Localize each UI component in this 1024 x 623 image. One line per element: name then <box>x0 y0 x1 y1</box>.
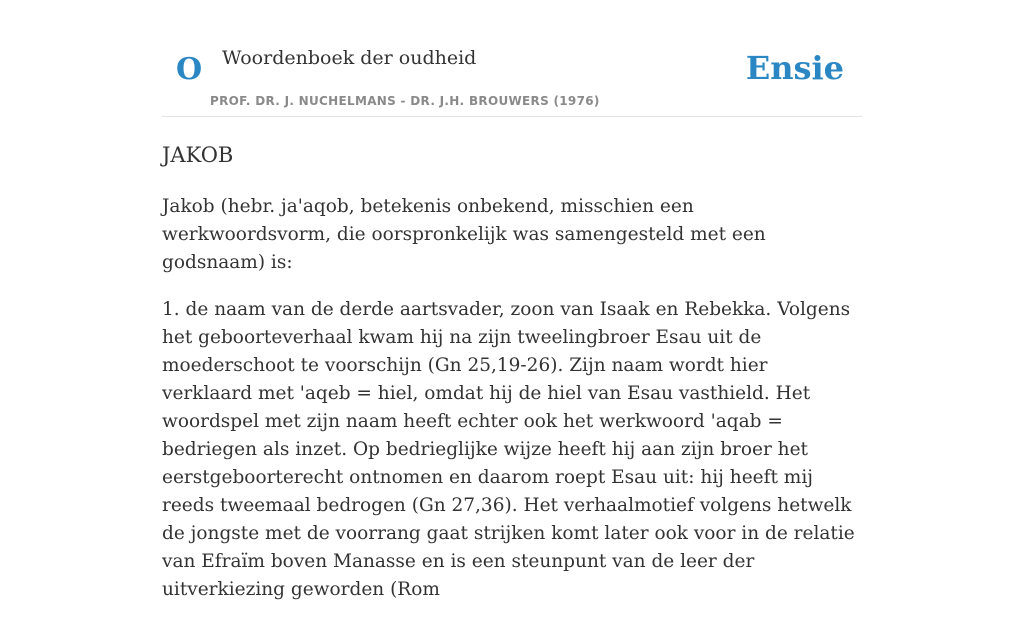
brand-logo[interactable]: Ensie <box>745 49 844 87</box>
article <box>162 138 862 623</box>
book-authors: PROF. DR. J. NUCHELMANS - DR. J.H. BROUWERS (1976) <box>210 94 600 108</box>
book-title[interactable]: Woordenboek der oudheid <box>222 47 477 69</box>
entry-title: JAKOB <box>162 143 234 167</box>
article-paragraph: Jakob (hebr. ja'aqob, betekenis onbekend, misschien een werkwoordsvorm, die oorspronkelijk was samengesteld met een godsnaam) is: <box>162 196 766 273</box>
article-paragraph: 1. de naam van de derde aartsvader, zoon van Isaak en Rebekka. Volgens het geboorteverhaal kwam hij na zijn tweelingbroer Esau uit de moederschoot te voorschijn (Gn 25,19-26). Zijn naam wordt hier verklaard met 'aqeb = hiel, omdat hij de hiel van Esau vasthield. Het woordspel met zijn naam heeft echter ook het werkwoord 'aqab = bedriegen als inzet. Op bedrieglijke wijze heeft hij aan zijn broer het eerstgeboorterecht ontnomen en daarom roept Esau uit: hij heeft mij reeds tweemaal bedrogen (Gn 27,36). Het verhaalmotief volgens hetwelk de jongste met de voorrang gaat strijken komt later ook voor in de relatie van Efraïm boven Manasse en is een steunpunt van de leer der uitverkiezing geworden (Rom <box>162 299 855 600</box>
page-header <box>162 0 862 117</box>
letter-index[interactable]: O <box>176 52 203 87</box>
